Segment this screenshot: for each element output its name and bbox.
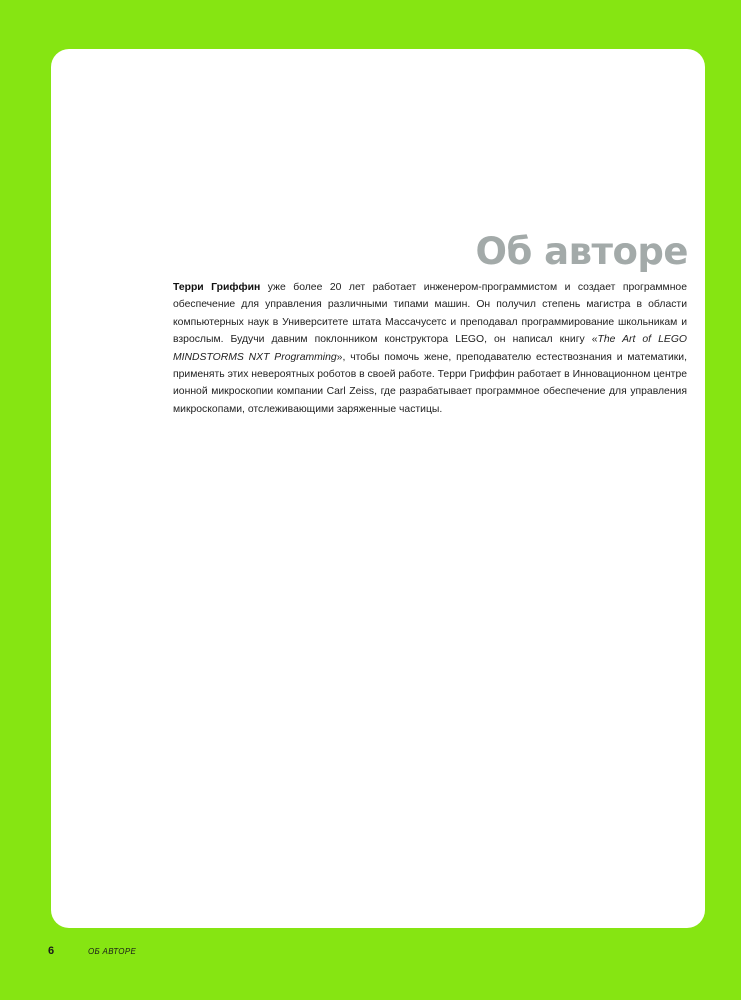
page-card (51, 49, 705, 928)
running-head: ОБ АВТОРЕ (88, 946, 137, 956)
book-title: The Art of LEGO MINDSTORMS NXT Programming (173, 334, 687, 363)
author-name: Терри Гриффин (173, 282, 261, 293)
chapter-title: Об авторе (475, 230, 688, 273)
page-footer (48, 944, 136, 958)
page-number: 6 (48, 945, 55, 957)
bio-text-part-1: уже более 20 лет работает инженером-программистом и создает программное обеспечение для управления различными типами машин. Он получил степень магистра в области компьютерных наук в Университете штата Массачусетс и преподавал программирование школьникам и взрослым. Будучи давним поклонником конструктора LEGO, он написал книгу « (173, 282, 687, 346)
bio-text-part-2: », чтобы помочь жене, преподавателю естествознания и математики, применять этих невероятных роботов в своей работе. Терри Гриффин работает в Инновационном центре ионной микроскопии компании Carl Zeiss, где разрабатывает программное обеспечение для управления микроскопами, отслеживающими заряженные частицы. (173, 351, 687, 415)
author-bio-paragraph (173, 279, 687, 418)
